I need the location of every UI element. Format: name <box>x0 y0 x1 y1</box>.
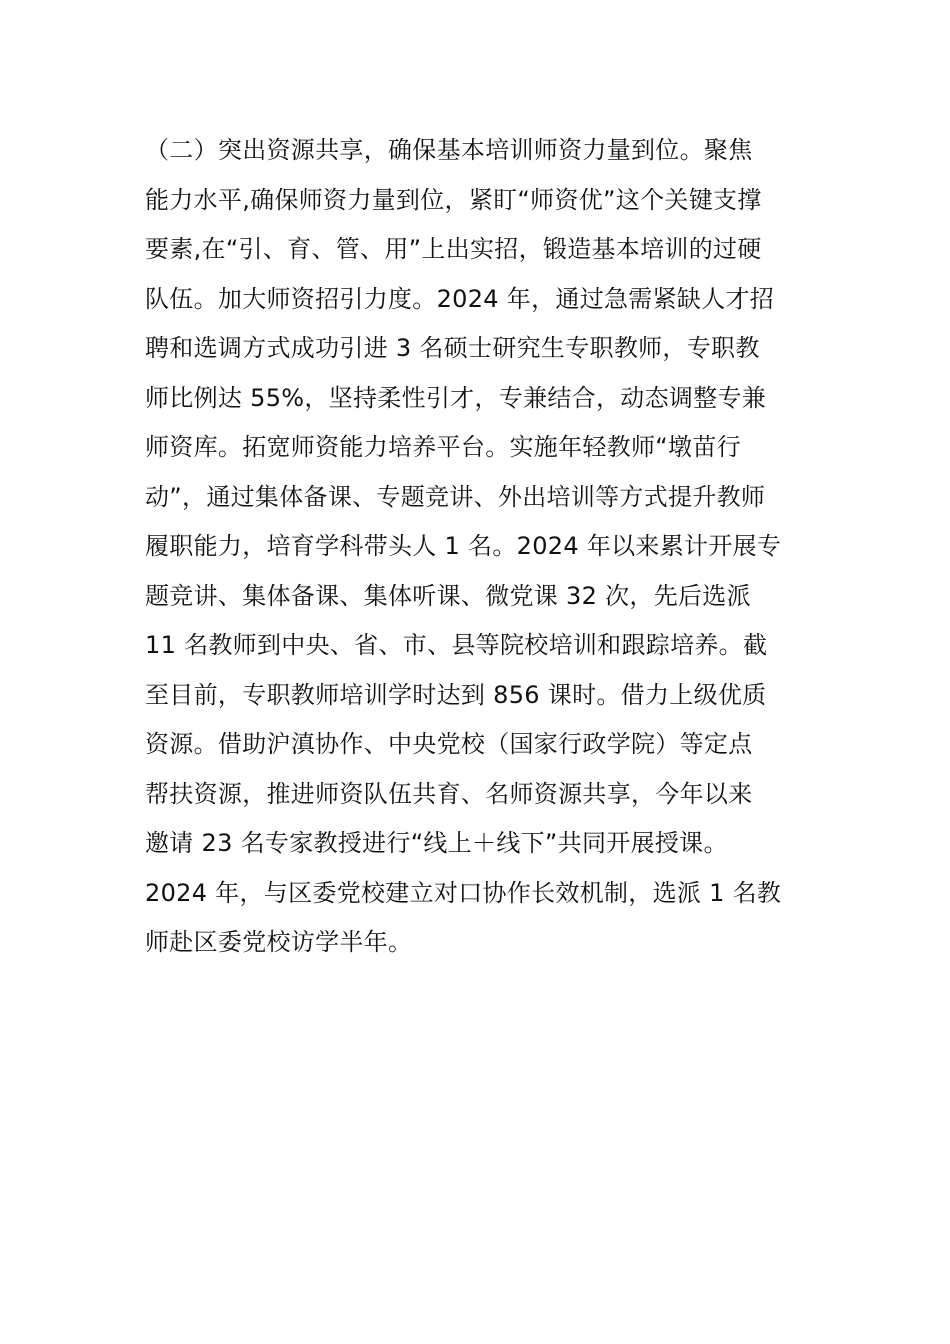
paragraph-line-6: 师比例达 55%，坚持柔性引才，专兼结合，动态调整专兼 <box>145 383 767 412</box>
paragraph-line-8: 动”，通过集体备课、专题竞讲、外出培训等方式提升教师 <box>145 482 766 511</box>
paragraph-line-2: 能力水平,确保师资力量到位，紧盯“师资优”这个关键支撑 <box>145 185 762 214</box>
paragraph-line-12: 至目前，专职教师培训学时达到 856 课时。借力上级优质 <box>145 680 767 709</box>
paragraph-line-5: 聘和选调方式成功引进 3 名硕士研究生专职教师，专职教 <box>145 334 760 362</box>
paragraph-line-10: 题竞讲、集体备课、集体听课、微党课 32 次，先后选派 <box>145 581 751 610</box>
paragraph-line-7: 师资库。拓宽师资能力培养平台。实施年轻教师“墩苗行 <box>145 433 741 461</box>
paragraph-line-9: 履职能力，培育学科带头人 1 名。2024 年以来累计开展专 <box>145 532 782 560</box>
paragraph-line-13: 资源。借助沪滇协作、中央党校（国家行政学院）等定点 <box>145 730 753 758</box>
paragraph-line-15: 邀请 23 名专家教授进行“线上＋线下”共同开展授课。 <box>145 829 728 857</box>
paragraph-line-3: 要素,在“引、育、管、用”上出实招，锻造基本培训的过硬 <box>145 235 762 263</box>
paragraph-line-4: 队伍。加大师资招引力度。2024 年，通过急需紧缺人才招 <box>145 284 775 313</box>
paragraph-line-14: 帮扶资源，推进师资队伍共育、名师资源共享，今年以来 <box>145 779 753 808</box>
body-paragraph <box>145 126 825 968</box>
paragraph-line-16: 2024 年，与区委党校建立对口协作长效机制，选派 1 名教 <box>145 878 782 907</box>
paragraph-line-11: 11 名教师到中央、省、市、县等院校培训和跟踪培养。截 <box>145 631 768 659</box>
paragraph-line-17: 师赴区委党校访学半年。 <box>145 928 413 956</box>
paragraph-line-1: （二）突出资源共享，确保基本培训师资力量到位。聚焦 <box>145 136 753 164</box>
